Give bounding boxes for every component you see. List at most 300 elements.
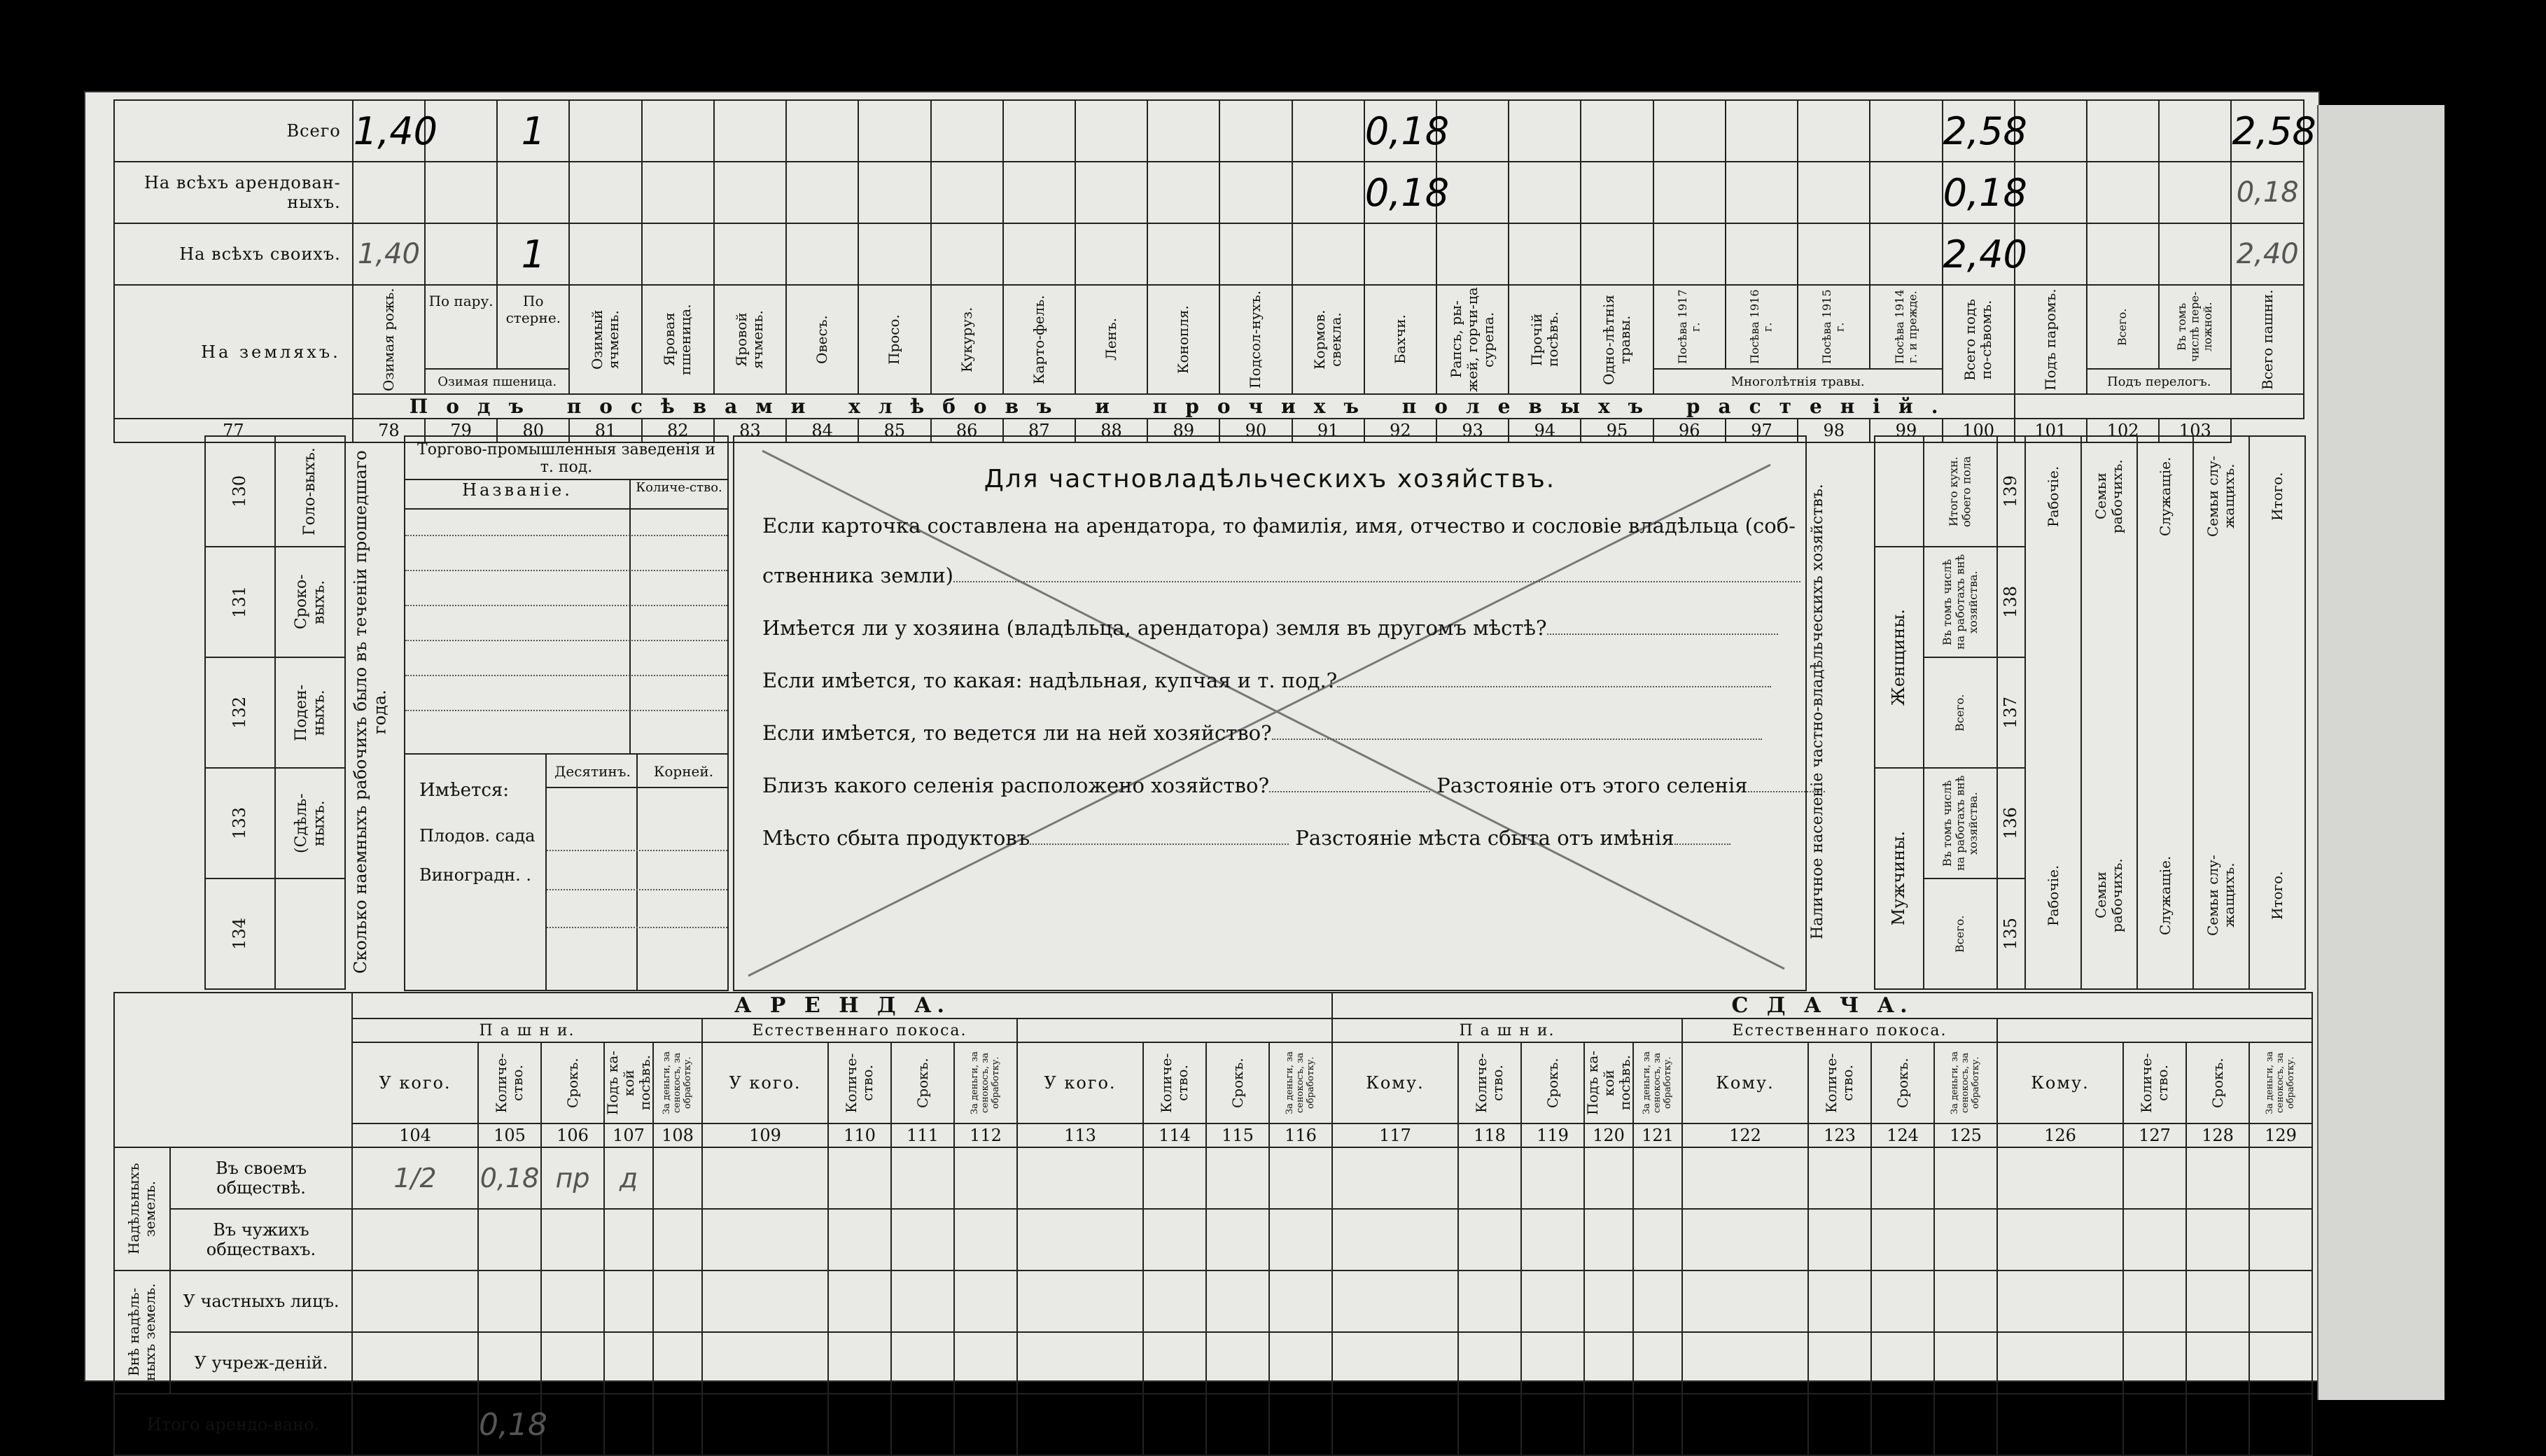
cell-83: [786, 223, 858, 285]
lease-data-row: [114, 1147, 2312, 1209]
cell-79: [497, 223, 569, 285]
crops-table: [113, 99, 2316, 443]
presence-sub-label: Всего.: [1953, 694, 1967, 732]
lease-col-number: 110: [828, 1124, 891, 1147]
lease-cell: [1633, 1209, 1682, 1270]
presence-right-foot: Служащiе.: [2156, 855, 2174, 935]
cell-83: [786, 100, 858, 162]
workers-row: [205, 436, 345, 547]
lease-cell: [1633, 1332, 1682, 1394]
lease-col-number: 118: [1458, 1124, 1521, 1147]
lease-cell: [1458, 1270, 1521, 1332]
cell-91: [1364, 100, 1450, 162]
lease-cell: [478, 1147, 541, 1209]
lease-col-head: Количе-ство.: [1458, 1042, 1521, 1124]
presence-number: 139: [2001, 475, 2021, 507]
handwritten-value: 1,40: [357, 238, 420, 270]
lease-cell: [2123, 1394, 2186, 1455]
lease-col-head: Кому.: [1332, 1042, 1458, 1124]
lease-total-label: Итого арендо-вано.: [114, 1394, 352, 1455]
fallow-label: Подъ перелогъ.: [2087, 369, 2231, 394]
lease-cell: [1332, 1332, 1458, 1394]
presence-number: 136: [2001, 807, 2021, 839]
trade-block: [404, 435, 729, 991]
cell-94: [1581, 223, 1653, 285]
lease-col-number: 108: [653, 1124, 702, 1147]
workers-col-number: 132: [230, 696, 250, 729]
cell-101: [2087, 223, 2159, 285]
cell-99: [1943, 223, 2027, 285]
lease-col-head: Срокъ.: [2186, 1042, 2249, 1124]
workers-col-head: Сроко-выхъ.: [292, 574, 328, 630]
cell-93: [1509, 100, 1581, 162]
presence-right-col: [2081, 436, 2137, 989]
lease-cell: [1584, 1147, 1633, 1209]
cell-89: [1219, 100, 1292, 162]
lease-cell: [1206, 1332, 1269, 1394]
workers-col-number: 131: [230, 586, 250, 618]
col-desyatin: Десятинъ.: [554, 763, 631, 780]
cell-102: [2159, 162, 2231, 223]
col-number: 77: [114, 419, 353, 442]
lease-cell: [1934, 1147, 1997, 1209]
lease-cell: [352, 1394, 478, 1455]
col-head-84: Просо.: [858, 285, 930, 394]
lease-cell: [1143, 1147, 1206, 1209]
lease-col-head: За деньги, за сенокосъ, за обработку.: [1633, 1042, 1682, 1124]
cell-91: [1364, 162, 1450, 223]
handwritten-value: 2,58: [2232, 108, 2316, 153]
col-number: 84: [786, 419, 858, 442]
lease-group-head: [1997, 1018, 2312, 1042]
col-number: 97: [1726, 419, 1798, 442]
col-number: 96: [1653, 419, 1726, 442]
lease-cell: [2186, 1270, 2249, 1332]
lease-col-number: 114: [1143, 1124, 1206, 1147]
lease-cell: [1871, 1209, 1934, 1270]
col-number: 95: [1581, 419, 1653, 442]
lease-cell: [891, 1147, 954, 1209]
cell-81: [642, 162, 714, 223]
cell-89: [1219, 162, 1292, 223]
col-number: 80: [497, 419, 569, 442]
handwritten-value: 1: [521, 232, 545, 276]
col-head-90: Кормов. свекла.: [1292, 285, 1364, 394]
lease-cell: [1934, 1332, 1997, 1394]
col-number: 91: [1292, 419, 1364, 442]
workers-col-number: 130: [230, 475, 250, 507]
lease-cell: [604, 1270, 653, 1332]
cell-96: [1726, 100, 1798, 162]
workers-row: [205, 657, 345, 768]
lease-cell: [1017, 1394, 1143, 1455]
lease-group-head: Естественнаго покоса.: [1682, 1018, 1997, 1042]
lease-cell: [1206, 1270, 1269, 1332]
top-row-label: На всѣхъ арендован-ныхъ.: [114, 162, 353, 223]
lease-group-head: Естественнаго покоса.: [702, 1018, 1017, 1042]
presence-right-foot: Семьи рабочихъ.: [2092, 858, 2125, 932]
lease-cell: [891, 1332, 954, 1394]
lease-cell: [954, 1394, 1017, 1455]
presence-sub-label: Въ томъ числѣ на работахъ внѣ хозяйства.: [1940, 775, 1980, 872]
cell-88: [1147, 162, 1219, 223]
lease-cell: [1143, 1332, 1206, 1394]
col-head-100: Подъ паромъ.: [2015, 285, 2087, 394]
lease-cell: [1808, 1209, 1871, 1270]
cell-82: [714, 100, 786, 162]
women-label: Женщины.: [1889, 608, 1909, 706]
col-number: 81: [569, 419, 641, 442]
lease-col-head: Срокъ.: [1871, 1042, 1934, 1124]
handwritten-value: 1,40: [353, 108, 438, 153]
lease-cell: [1871, 1270, 1934, 1332]
workers-row: [205, 878, 345, 989]
lease-col-number: 116: [1269, 1124, 1332, 1147]
lease-col-number: 109: [702, 1124, 828, 1147]
cell-86: [1003, 223, 1075, 285]
lease-col-head: Подъ ка-кой посѣвъ.: [1584, 1042, 1633, 1124]
handwritten-value: 1/2: [393, 1163, 437, 1194]
lease-data-row: [114, 1270, 2312, 1332]
lease-cell: [1584, 1270, 1633, 1332]
lease-cell: [1871, 1332, 1934, 1394]
lease-table: [113, 992, 2313, 1456]
cell-94: [1581, 100, 1653, 162]
lease-cell: [1521, 1394, 1584, 1455]
hired-workers-table: [204, 435, 346, 990]
lease-cell: [1584, 1394, 1633, 1455]
cell-103: [2231, 223, 2304, 285]
q4: Если имѣется, то ведется ли на ней хозяйство?: [762, 721, 1272, 745]
lease-col-head: Количе-ство.: [478, 1042, 541, 1124]
lease-cell: [1871, 1147, 1934, 1209]
lease-cell: [2123, 1270, 2186, 1332]
cell-77: [353, 100, 438, 162]
lease-col-number: 107: [604, 1124, 653, 1147]
presence-right-head: Семьи рабочихъ.: [2092, 459, 2125, 533]
trade-title: Торгово-промышленныя заведенiя и т. под.: [405, 437, 727, 480]
lease-cell: [352, 1270, 478, 1332]
presence-right-foot: Итого.: [2268, 871, 2286, 920]
cell-90: [1292, 162, 1364, 223]
lease-cell: [1997, 1270, 2123, 1332]
col-head-77: Озимая рожь.: [353, 285, 425, 394]
lease-cell: [1458, 1394, 1521, 1455]
cell-77: [353, 162, 425, 223]
cell-93: [1509, 162, 1581, 223]
lease-data-row: [114, 1209, 2312, 1270]
presence-right-head: Семьи слу-жащихъ.: [2204, 456, 2237, 537]
col-number: 98: [1798, 419, 1870, 442]
cell-97: [1798, 162, 1870, 223]
lease-cell: [2186, 1147, 2249, 1209]
lease-cell: [1997, 1147, 2123, 1209]
lease-cell: [828, 1209, 891, 1270]
men-label: Мужчины.: [1889, 831, 1909, 926]
col-head-81: Яровая пшеница.: [642, 285, 714, 394]
q3: Если имѣется, то какая: надѣльная, купчая и т. под.?: [762, 668, 1338, 692]
top-header-row: [114, 285, 2304, 369]
lease-cell: [604, 1394, 653, 1455]
lease-group-head: П а ш н и.: [1332, 1018, 1682, 1042]
lease-cell: [2186, 1394, 2249, 1455]
lease-col-number: 119: [1521, 1124, 1584, 1147]
orchard-label: Плодов. сада: [419, 826, 536, 846]
cell-87: [1075, 223, 1147, 285]
private-title: Для частновладѣльческихъ хозяйствъ.: [984, 465, 1556, 493]
workers-col-head: (Сдѣль-ныхъ.: [292, 793, 328, 853]
handwritten-value: пр: [555, 1163, 590, 1194]
presence-right-foot: Рабочiе.: [2044, 864, 2062, 926]
lease-cell: [1017, 1147, 1143, 1209]
col-head-97: Посѣва 1915 г.: [1798, 285, 1870, 369]
lease-cell: [604, 1147, 653, 1209]
lease-col-head: За деньги, за сенокосъ, за обработку.: [954, 1042, 1017, 1124]
col-number: 101: [2015, 419, 2087, 442]
lease-col-head: Кому.: [1997, 1042, 2123, 1124]
col-head-86: Карто-фель.: [1003, 285, 1075, 394]
handwritten-value: д: [619, 1163, 638, 1194]
lease-cell: [1682, 1270, 1808, 1332]
perennial-grass-label: Многолѣтнiя травы.: [1653, 369, 1943, 394]
top-row: [114, 162, 2304, 223]
cell-99: [1943, 162, 2027, 223]
presence-right-col: [2137, 436, 2193, 989]
handwritten-value: 0,18: [1943, 170, 2027, 215]
cell-82: [714, 162, 786, 223]
cell-97: [1798, 223, 1870, 285]
top-row: [114, 100, 2304, 162]
cell-101: [2087, 100, 2159, 162]
col-number: 85: [858, 419, 930, 442]
lease-cell: [1269, 1209, 1332, 1270]
col-head-85: Кукуруз.: [931, 285, 1003, 394]
has-label: Имѣется:: [419, 780, 510, 801]
cell-88: [1147, 100, 1219, 162]
presence-number: 137: [2001, 696, 2021, 729]
trade-col-qty: Количе-ство.: [631, 480, 727, 510]
col-head-87: Ленъ.: [1075, 285, 1147, 394]
q1a: Если карточка составлена на арендатора, то фамилiя, имя, отчество и сословiе владѣльца (соб-: [762, 514, 1796, 538]
lease-cell: [1332, 1270, 1458, 1332]
col-number: 83: [714, 419, 786, 442]
lease-cell: [1269, 1147, 1332, 1209]
q2: Имѣется ли у хозяина (владѣльца, арендатора) земля въ другомъ мѣстѣ?: [762, 616, 1547, 640]
col-head-96: Посѣва 1916 г.: [1726, 285, 1798, 369]
top-row-label: Всего: [114, 100, 353, 162]
lease-cell: [478, 1332, 541, 1394]
workers-col-head: Поден-ныхъ.: [292, 684, 328, 741]
presence-right-head: Итого.: [2268, 472, 2286, 521]
lease-cell: [541, 1270, 604, 1332]
col-number: 92: [1364, 419, 1436, 442]
col-head-95: Посѣва 1917 г.: [1653, 285, 1726, 369]
col-head-101: Всего.: [2087, 285, 2159, 369]
cell-94: [1581, 162, 1653, 223]
presence-row: [1875, 436, 2305, 547]
lease-col-head: Количе-ство.: [2123, 1042, 2186, 1124]
top-row-label: На всѣхъ своихъ.: [114, 223, 353, 285]
lease-cell: [1808, 1270, 1871, 1332]
lease-cell: [891, 1209, 954, 1270]
arenda-label: А Р Е Н Д А.: [352, 993, 1332, 1018]
cell-102: [2159, 100, 2231, 162]
cell-78: [425, 162, 497, 223]
lease-cell: [1808, 1394, 1871, 1455]
col-head-78: По пару.: [425, 285, 497, 369]
lease-cell: [1682, 1209, 1808, 1270]
vineyard-label: Виноградн. .: [419, 865, 531, 885]
hired-workers-label: Сколько наемныхъ рабочихъ было въ теченiи прошедшаго года.: [351, 450, 390, 974]
lease-cell: [478, 1209, 541, 1270]
lease-col-head: Подъ ка-кой посѣвъ.: [604, 1042, 653, 1124]
lease-cell: [2249, 1332, 2312, 1394]
cell-85: [931, 223, 1003, 285]
col-head-79: По стерне.: [497, 285, 569, 369]
presence-right-head: Служащiе.: [2156, 456, 2174, 536]
lease-col-head: Количе-ство.: [1143, 1042, 1206, 1124]
lease-cell: [1269, 1394, 1332, 1455]
cell-99: [1943, 100, 2027, 162]
q1b: ственника земли): [762, 564, 953, 587]
adjacent-card-edge: [2317, 105, 2444, 1400]
census-card-sheet: [84, 91, 2320, 1443]
cell-81: [642, 100, 714, 162]
cell-93: [1509, 223, 1581, 285]
lease-cell: [1458, 1209, 1521, 1270]
q5a: Близъ какого селенiя расположено хозяйство?: [762, 774, 1270, 797]
col-head-102: Въ томъ числѣ пере-ложной.: [2159, 285, 2231, 369]
lease-col-head: За деньги, за сенокосъ, за обработку.: [653, 1042, 702, 1124]
presence-right-col: [2193, 436, 2249, 989]
lease-cell: [352, 1209, 478, 1270]
lease-group-head: [1017, 1018, 1332, 1042]
lease-col-number: 120: [1584, 1124, 1633, 1147]
col-number: 94: [1509, 419, 1581, 442]
lease-cell: [1332, 1209, 1458, 1270]
presence-right-col: [2025, 436, 2081, 989]
lease-cell: [1633, 1270, 1682, 1332]
handwritten-value: 0,18: [2236, 176, 2299, 209]
cell-80: [569, 223, 641, 285]
cell-84: [858, 162, 930, 223]
handwritten-value: 0,18: [1364, 170, 1450, 215]
lease-col-number: 113: [1017, 1124, 1143, 1147]
workers-col-number: 134: [230, 918, 250, 950]
lease-cell: [2123, 1147, 2186, 1209]
workers-col-head: Голо-выхъ.: [301, 447, 319, 536]
lease-row-label: У учреж-денiй.: [170, 1332, 352, 1394]
col-head-91: Бахчи.: [1364, 285, 1436, 394]
cell-80: [569, 100, 641, 162]
cell-98: [1870, 162, 1942, 223]
lease-cell: [1017, 1332, 1143, 1394]
col-number: 86: [931, 419, 1003, 442]
lease-cell: [352, 1147, 478, 1209]
lease-cell: [702, 1270, 828, 1332]
lease-cell: [1143, 1270, 1206, 1332]
lease-cell: [352, 1332, 478, 1394]
lease-col-head: За деньги, за сенокосъ, за обработку.: [1269, 1042, 1332, 1124]
lease-col-number: 115: [1206, 1124, 1269, 1147]
cell-83: [786, 162, 858, 223]
presence-sub-label: Итого кухн. обоего пола: [1947, 456, 1973, 527]
lease-cell: [478, 1270, 541, 1332]
cell-98: [1870, 223, 1942, 285]
cell-86: [1003, 162, 1075, 223]
lease-col-number: 117: [1332, 1124, 1458, 1147]
cell-96: [1726, 162, 1798, 223]
lease-col-head: У кого.: [1017, 1042, 1143, 1124]
handwritten-value: 2,40: [1943, 232, 2027, 276]
col-head-93: Прочiй посѣвъ.: [1509, 285, 1581, 394]
col-number: 102: [2087, 419, 2159, 442]
lease-cell: [1332, 1147, 1458, 1209]
col-number: 100: [1943, 419, 2015, 442]
cell-87: [1075, 100, 1147, 162]
cell-79: [497, 100, 569, 162]
lease-cell: [1458, 1332, 1521, 1394]
q6a: Мѣсто сбыта продуктовъ: [762, 826, 1030, 850]
lease-col-head: Количе-ство.: [1808, 1042, 1871, 1124]
lease-cell: [1682, 1332, 1808, 1394]
cell-103: [2231, 100, 2316, 162]
col-head-89: Подсол-нухъ.: [1219, 285, 1292, 394]
q6b: Разстоянiе мѣста сбыта отъ имѣнiя: [1295, 826, 1674, 850]
lease-cell: [1633, 1147, 1682, 1209]
lease-col-number: 105: [478, 1124, 541, 1147]
sdacha-label: С Д А Ч А.: [1332, 993, 2312, 1018]
trade-col-name: Названiе.: [405, 480, 631, 510]
lease-cell: [541, 1332, 604, 1394]
workers-row: [205, 547, 345, 657]
lease-col-number: 124: [1871, 1124, 1934, 1147]
cell-95: [1653, 100, 1726, 162]
lease-cell: [954, 1332, 1017, 1394]
col-number: 90: [1219, 419, 1292, 442]
lease-col-head: Срокъ.: [1521, 1042, 1584, 1124]
lease-col-head: Срокъ.: [1206, 1042, 1269, 1124]
lease-cell: [653, 1270, 702, 1332]
cell-95: [1653, 162, 1726, 223]
lease-col-head: Срокъ.: [891, 1042, 954, 1124]
lease-col-number: 123: [1808, 1124, 1871, 1147]
lease-row-label: У частныхъ лицъ.: [170, 1270, 352, 1332]
lease-cell: [954, 1209, 1017, 1270]
col-number: 103: [2159, 419, 2231, 442]
lease-group-label: Внѣ надѣль-ныхъ земель.: [125, 1283, 158, 1381]
cell-102: [2159, 223, 2231, 285]
lease-header-row: [114, 1042, 2312, 1124]
land-label: На земляхъ.: [114, 285, 353, 419]
lease-cell: [2123, 1209, 2186, 1270]
lease-cell: [1934, 1270, 1997, 1332]
presence-number: 135: [2001, 918, 2021, 950]
presence-number: 138: [2001, 586, 2021, 618]
lease-cell: [653, 1147, 702, 1209]
lease-col-number: 106: [541, 1124, 604, 1147]
lease-cell: [828, 1270, 891, 1332]
col-head-92: Рапсъ, ры-жей, горчи-ца сурепа.: [1436, 285, 1509, 394]
handwritten-value: 0,18: [479, 1406, 547, 1443]
presence-side-label: Наличное населенiе частно-владѣльческихъ хозяйствъ.: [1809, 484, 1826, 940]
lease-cell: [1871, 1394, 1934, 1455]
lease-total-row: [114, 1394, 2312, 1455]
lease-cell: [541, 1394, 604, 1455]
cell-95: [1653, 223, 1726, 285]
lease-cell: [541, 1147, 604, 1209]
col-head-83: Овесъ.: [786, 285, 858, 394]
